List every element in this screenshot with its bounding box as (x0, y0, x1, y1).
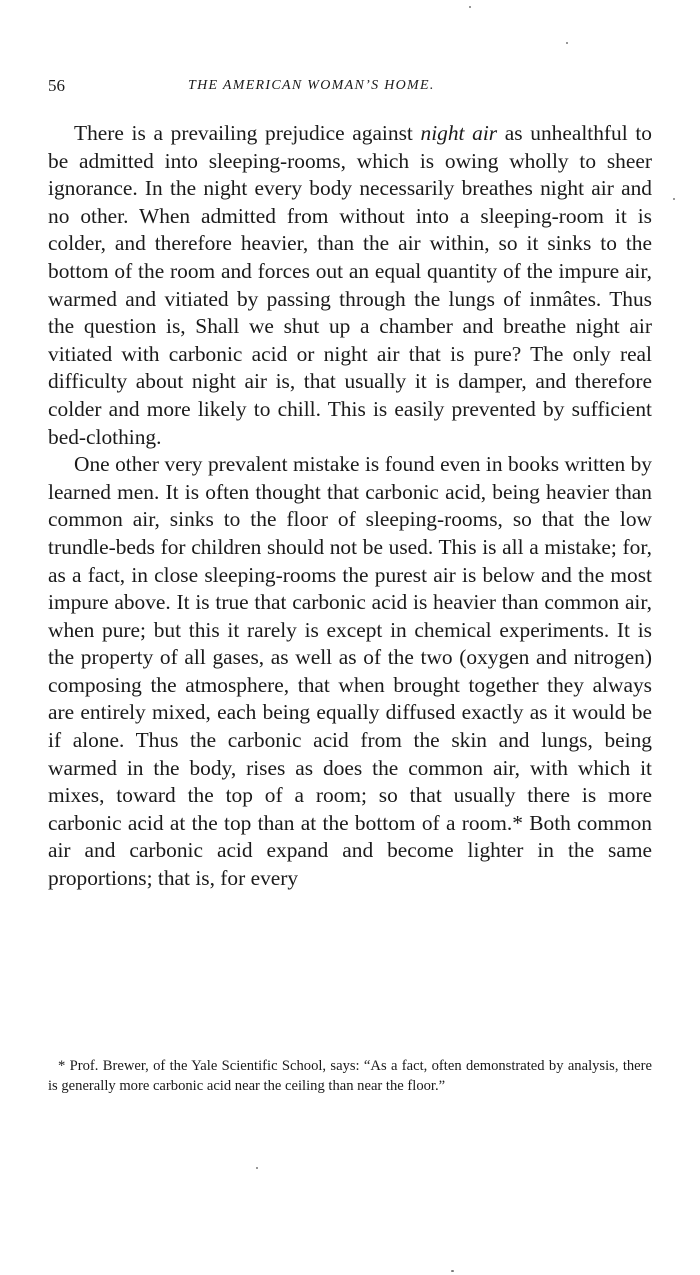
page-speck (469, 6, 471, 8)
page-speck (673, 198, 675, 200)
page-number: 56 (48, 76, 65, 95)
paragraph-text: There is a prevailing prejudice against (74, 121, 421, 145)
running-head (48, 76, 652, 100)
page-speck (566, 42, 568, 44)
paragraph-text: as unhealthful to be admitted into sleeping-rooms, which is owing wholly to sheer ignorance. In the night every body necessarily breathes night air and no other. When admitted from without into a sleeping-room it is colder, and therefore heavier, than the air within, so it sinks to the bottom of the room and forces out an equal quantity of the impure air, warmed and vitiated by passing through the lungs of inmâtes. Thus the question is, Shall we shut up a chamber and breathe night air vitiated with carbonic acid or night air that is pure? The only real difficulty about night air is, that usually it is damper, and therefore colder and more likely to chill. This is easily prevented by sufficient bed-clothing. (48, 121, 652, 449)
book-page (48, 0, 652, 1275)
paragraph-carbonic-acid: One other very prevalent mistake is found even in books written by learned men. It is often thought that carbonic acid, being heavier than common air, sinks to the floor of sleeping-rooms, so that the low trundle-beds for children should not be used. This is all a mistake; for, as a fact, in close sleeping-rooms the purest air is below and the most impure above. It is true that carbonic acid is heavier than common air, when pure; but this it rarely is except in chemical experiments. It is the property of all gases, as well as of the two (oxygen and nitrogen) composing the atmosphere, that when brought together they always are entirely mixed, each being equally diffused exactly as it would be if alone. Thus the carbonic acid from the skin and lungs, being warmed in the body, rises as does the common air, with which it mixes, toward the top of a room; so that usually there is more carbonic acid at the top than at the bottom of a room.* Both common air and carbonic acid expand and become lighter in the same proportions; that is, for every (48, 452, 652, 891)
body-text (48, 120, 652, 893)
footnote-text: * Prof. Brewer, of the Yale Scientific School, says: “As a fact, often demonstrated by analysis, there is generally more carbonic acid near the ceiling than near the floor.” (48, 1058, 652, 1094)
page-speck (451, 1270, 454, 1272)
paragraph-night-air (48, 120, 652, 451)
page-speck (256, 1167, 258, 1169)
footnote (48, 1056, 652, 1096)
italic-phrase: night air (420, 121, 498, 145)
running-title: THE AMERICAN WOMAN’S HOME. (188, 78, 435, 93)
